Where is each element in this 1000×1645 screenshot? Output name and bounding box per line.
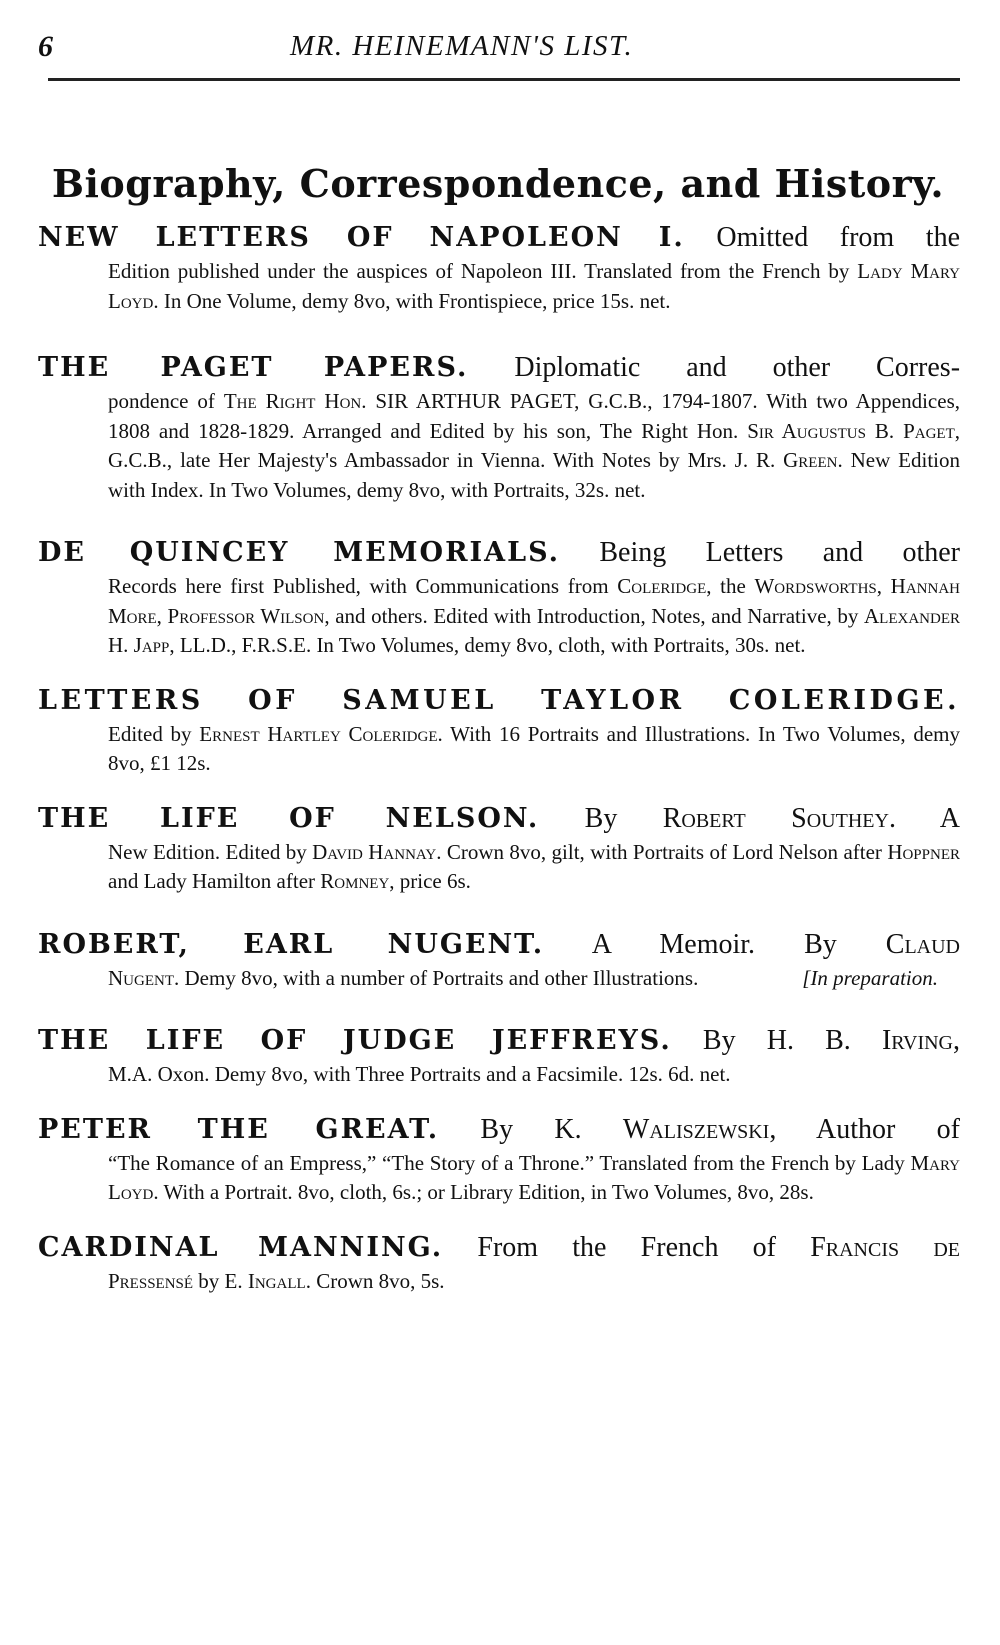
text-run: . SIR ARTHUR PAGET, G.C.B., 1794-1807. With two Appendices, 1808 and 1828-1829. Arranged and Edited by his son, The Right Hon. xyxy=(108,389,960,443)
small-caps-text: David Hannay xyxy=(312,839,437,864)
text-run: . Crown 8vo, gilt, with Portraits of Lord Nelson after xyxy=(436,839,888,864)
running-head xyxy=(38,30,960,70)
text-run: . Crown 8vo, 5s. xyxy=(305,1268,445,1293)
book-title: PETER THE GREAT. xyxy=(38,1113,440,1145)
small-caps-text: Nugent xyxy=(108,965,174,990)
book-description xyxy=(38,257,960,316)
book-title: NEW LETTERS OF NAPOLEON I. xyxy=(38,222,685,253)
book-description xyxy=(38,838,960,897)
section-title: Biography, Correspondence, and History. xyxy=(51,161,945,207)
text-run: by E. xyxy=(193,1268,248,1293)
small-caps-text: Sir Augustus B. Paget xyxy=(747,418,955,443)
small-caps-text: Irving xyxy=(881,1025,953,1056)
text-run: New Edition. Edited by xyxy=(108,839,313,864)
book-entry xyxy=(38,683,960,779)
book-description xyxy=(38,572,960,661)
text-run: . In One Volume, demy 8vo, with Frontispiece, price 15s. net. xyxy=(153,288,671,313)
text-run: , xyxy=(953,1025,960,1056)
text-run: , price 6s. xyxy=(389,869,471,893)
book-description xyxy=(38,1267,960,1297)
text-run: . With 16 Portraits and Illustrations. In Two Volumes, demy 8vo, £1 12s. xyxy=(108,721,960,775)
text-run: M.A. Oxon. Demy 8vo, with Three Portraits and a Facsimile. 12s. 6d. net. xyxy=(108,1062,731,1086)
text-run: Edited by xyxy=(108,721,200,746)
book-description xyxy=(38,387,960,505)
book-lead xyxy=(592,929,960,960)
book-lead: Omitted from the xyxy=(716,222,961,253)
book-lead xyxy=(703,1025,960,1056)
book-entry xyxy=(38,927,960,994)
book-lead xyxy=(585,803,960,834)
small-caps-text: Pressensé xyxy=(108,1268,194,1293)
text-run: , the xyxy=(706,574,755,598)
text-run: pondence of xyxy=(108,389,224,413)
small-caps-text: Romney xyxy=(320,869,390,893)
small-caps-text: Alexander H. Japp xyxy=(108,603,961,657)
small-caps-text: Ingall xyxy=(247,1268,306,1293)
text-run: , and others. Edited with Introduction, Notes, and Narrative, by xyxy=(324,603,865,628)
small-caps-text: Mary Loyd xyxy=(108,1150,960,1204)
book-entry xyxy=(38,1230,960,1297)
text-run: . A xyxy=(888,802,961,834)
small-caps-text: Waliszewski xyxy=(622,1113,770,1145)
small-caps-text: Claud xyxy=(885,928,960,960)
book-description xyxy=(38,1060,960,1090)
small-caps-text: Ernest Hartley Coleridge xyxy=(199,721,438,746)
text-run: . With a Portrait. 8vo, cloth, 6s.; or Library Edition, in Two Volumes, 8vo, 28s. xyxy=(153,1180,814,1204)
book-title: THE LIFE OF JUDGE JEFFREYS. xyxy=(38,1025,672,1056)
text-run: , Author of xyxy=(769,1113,960,1145)
book-lead: Being Letters and other xyxy=(599,537,960,568)
text-run: By K. xyxy=(480,1113,623,1145)
book-title: THE LIFE OF NELSON. xyxy=(38,802,540,834)
running-title: MR. HEINEMANN'S LIST. xyxy=(290,30,634,62)
text-run: , LL.D., F.R.S.E. In Two Volumes, demy 8vo, cloth, with Portraits, 30s. net. xyxy=(169,633,806,657)
small-caps-text: Wordsworths, Hannah More, Professor Wilson xyxy=(108,574,960,628)
small-caps-text: The Right Hon xyxy=(223,389,362,413)
header-rule xyxy=(48,78,960,81)
text-run: . New Edition with Index. In Two Volumes, demy 8vo, with Portraits, 32s. net. xyxy=(108,448,960,502)
text-run: . Demy 8vo, with a number of Portraits and other Illustrations. xyxy=(174,965,699,990)
book-description xyxy=(38,1149,960,1208)
text-run: A Memoir. By xyxy=(591,928,886,960)
book-entry xyxy=(38,350,960,505)
book-lead xyxy=(477,1232,960,1263)
book-lead xyxy=(480,1114,960,1145)
book-title: LETTERS OF SAMUEL TAYLOR COLERIDGE. xyxy=(38,684,960,716)
book-description xyxy=(38,964,960,994)
book-description xyxy=(38,720,960,779)
book-lead: Diplomatic and other Corres- xyxy=(514,352,961,383)
book-title: ROBERT, EARL NUGENT. xyxy=(38,928,545,960)
small-caps-text: Robert Southey xyxy=(662,802,889,834)
book-entry xyxy=(38,535,960,661)
text-run: and Lady Hamilton after xyxy=(108,869,321,893)
book-title: DE QUINCEY MEMORIALS. xyxy=(38,537,561,568)
text-run: By H. B. xyxy=(702,1025,882,1056)
page-number: 6 xyxy=(38,30,53,63)
text-run: Edition published under the auspices of Napoleon III. Translated from the French by xyxy=(108,259,858,283)
book-list xyxy=(38,220,960,1296)
small-caps-text: Green xyxy=(783,448,838,472)
text-run: Records here first Published, with Communications from xyxy=(108,574,618,598)
small-caps-text: Francis de xyxy=(810,1231,960,1263)
text-run: “The Romance of an Empress,” “The Story of a Throne.” Translated from the French by Lady xyxy=(108,1150,911,1175)
small-caps-text: Hoppner xyxy=(887,839,960,864)
small-caps-text: Lady Mary Loyd xyxy=(108,259,961,313)
book-title: CARDINAL MANNING. xyxy=(38,1231,444,1263)
text-run: , G.C.B., late Her Majesty's Ambassador in Vienna. With Notes by Mrs. J. R. xyxy=(108,418,960,472)
book-entry xyxy=(38,1112,960,1208)
text-run: From the French of xyxy=(477,1231,811,1263)
small-caps-text: Coleridge xyxy=(617,574,707,598)
status-note: [In preparation. xyxy=(802,965,938,990)
book-entry xyxy=(38,801,960,897)
text-run: By xyxy=(584,802,663,834)
book-entry xyxy=(38,1023,960,1090)
book-entry xyxy=(38,220,960,316)
book-title: THE PAGET PAPERS. xyxy=(38,352,469,383)
